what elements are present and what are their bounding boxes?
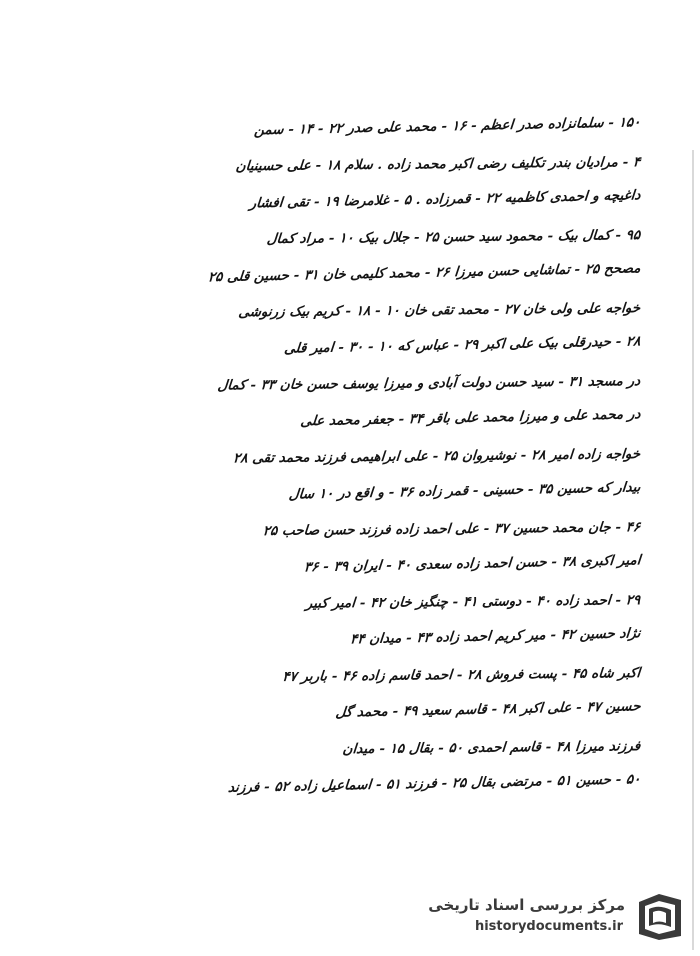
handwritten-line: در محمد علی و میرزا محمد علی باقر ۳۴ - جعفر محمد علی bbox=[299, 406, 642, 430]
page-edge bbox=[692, 150, 694, 950]
handwritten-line: خواجه علی ولی خان ۲۷ - محمد تقی خان ۱۰ - ۱۸ - کریم بیک زرنوشی bbox=[237, 299, 641, 320]
handwritten-line: ۴ - مرادیان بندر تکلیف رضی اکبر محمد زاده . سلام ۱۸ - علی حسینیان bbox=[235, 153, 641, 174]
handwritten-line: ۵۰ - حسین ۵۱ - مرتضی بقال ۲۵ - فرزند ۵۱ - اسماعیل زاده ۵۲ - فرزند bbox=[227, 771, 642, 796]
watermark-url: historydocuments.ir bbox=[474, 919, 623, 934]
handwritten-line: خواجه زاده امیر ۲۸ - نوشیروان ۲۵ - علی ابراهیمی فرزند محمد تقی ۲۸ bbox=[232, 445, 641, 466]
handwritten-line: نژاد حسین ۴۲ - میر کریم احمد زاده ۴۳ - میدان ۴۴ bbox=[349, 625, 642, 648]
handwritten-text bbox=[95, 110, 640, 804]
handwritten-line: ۲۸ - حیدرقلی بیک علی اکبر ۲۹ - عباس که ۱۰ - ۳۰ - امیر قلی bbox=[283, 333, 642, 357]
handwritten-line: در مسجد ۳۱ - سید حسن دولت آبادی و میرزا یوسف حسن خان ۳۳ - کمال bbox=[216, 372, 641, 394]
handwritten-line: بیدار که حسین ۳۵ - حسینی - قمر زاده ۳۶ - و اقع در ۱۰ سال bbox=[288, 479, 642, 503]
document-logo-icon bbox=[633, 892, 685, 942]
handwritten-line: فرزند میرزا ۴۸ - قاسم احمدی ۵۰ - بقال ۱۵ - میدان bbox=[342, 737, 641, 757]
watermark-name: مرکز بررسی اسناد تاریخی bbox=[428, 896, 625, 914]
handwritten-line: ۲۹ - احمد زاده ۴۰ - دوستی ۴۱ - چنگیز خان ۴۲ - امیر کبیر bbox=[305, 591, 641, 612]
handwritten-line: ۹۵ - کمال بیک - محمود سید حسن ۲۵ - جلال بیک ۱۰ - مراد کمال bbox=[266, 226, 641, 247]
watermark-logo bbox=[410, 888, 695, 948]
handwritten-line: حسین ۴۷ - علی اکبر ۴۸ - قاسم سعید ۴۹ - محمد گل bbox=[334, 698, 642, 721]
handwritten-line: مصحح ۲۵ - تماشایی حسن میرزا ۲۶ - محمد کلیمی خان ۳۱ - حسین قلی ۲۵ bbox=[207, 260, 642, 286]
handwritten-line: اکبر شاه ۴۵ - پست فروش ۲۸ - احمد قاسم زاده ۴۶ - باربر ۴۷ bbox=[281, 664, 641, 685]
handwritten-line: ۱۵۰ - سلمانزاده صدر اعظم - ۱۶ - محمد علی صدر ۲۲ - ۱۴ - سمن bbox=[253, 114, 642, 139]
handwritten-line: امیر اکبری ۳۸ - حسن احمد زاده سعدی ۴۰ - ایران ۳۹ - ۳۶ bbox=[303, 552, 642, 576]
handwritten-line: داغیچه و احمدی کاظمیه ۲۲ - قمرزاده . ۵ - غلامرضا ۱۹ - تقی افشار bbox=[249, 187, 642, 212]
handwritten-line: ۴۶ - جان محمد حسین ۳۷ - علی احمد زاده فرزند حسن صاحب ۲۵ bbox=[262, 518, 641, 539]
